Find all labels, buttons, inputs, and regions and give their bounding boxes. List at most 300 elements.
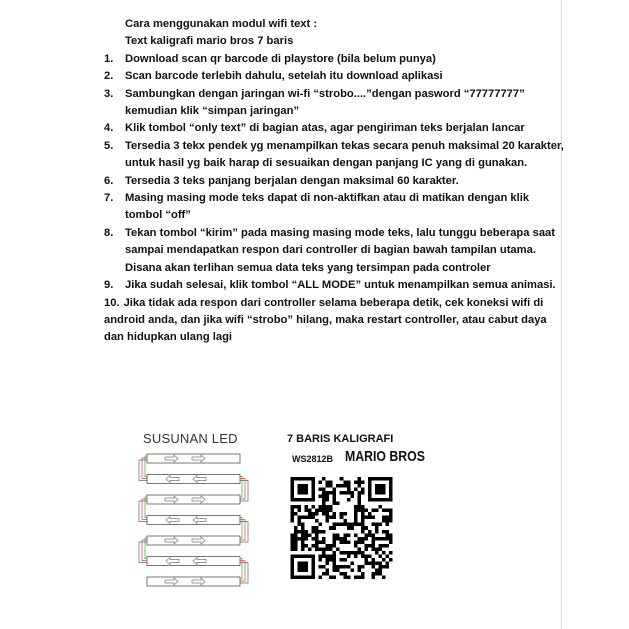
step-text: Tekan tombol “kirim” pada masing masing mode teks, lalu tunggu beberapa saat sampai mendapatkan respon dari controller di bagian bawah tampilan utama. Disana akan terlihan semua data teks yang tersimpan pada controler <box>125 226 555 274</box>
qr-module <box>333 561 337 565</box>
qr-module <box>361 540 365 544</box>
qr-module <box>361 565 365 569</box>
qr-module <box>343 537 347 541</box>
qr-module <box>343 512 347 516</box>
qr-module <box>357 509 361 513</box>
qr-module <box>319 481 323 485</box>
qr-module <box>319 530 323 534</box>
qr-module <box>291 554 316 558</box>
qr-module <box>371 540 375 544</box>
qr-module <box>364 544 368 548</box>
step-number: 1. <box>104 52 114 65</box>
qr-module <box>389 512 393 516</box>
qr-module <box>389 558 393 562</box>
qr-module <box>371 544 375 548</box>
step-number: 9. <box>104 279 114 292</box>
qr-module <box>357 484 361 488</box>
qr-module <box>291 537 295 541</box>
qr-module <box>291 512 295 516</box>
qr-module <box>322 502 326 506</box>
qr-module <box>361 575 365 579</box>
qr-module <box>329 484 333 488</box>
qr-module <box>291 519 295 523</box>
qr-module <box>354 544 358 548</box>
qr-module <box>298 509 302 513</box>
qr-module <box>319 509 323 513</box>
led-strip <box>147 577 240 586</box>
qr-module <box>361 481 365 485</box>
qr-module <box>343 551 347 555</box>
qr-module <box>329 509 333 513</box>
qr-module <box>305 544 309 548</box>
qr-module <box>312 544 316 548</box>
qr-module <box>382 575 386 579</box>
qr-module <box>340 491 344 495</box>
qr-module <box>368 561 372 565</box>
qr-module <box>343 519 347 523</box>
qr-module <box>336 547 340 551</box>
qr-module <box>343 540 347 544</box>
qr-module <box>326 512 330 516</box>
qr-module <box>375 547 379 551</box>
qr-module <box>326 516 330 520</box>
qr-module <box>375 568 379 572</box>
step-number: 5. <box>104 139 114 152</box>
qr-module <box>291 533 295 537</box>
chip-type: WS2812B <box>292 454 334 464</box>
qr-module <box>336 537 340 541</box>
qr-module <box>382 558 386 562</box>
qr-module <box>298 530 302 534</box>
qr-module <box>326 561 330 565</box>
qr-module <box>347 540 351 544</box>
product-name: MARIO BROS <box>345 448 425 465</box>
qr-module <box>371 561 375 565</box>
qr-module <box>371 575 375 579</box>
wire <box>139 542 147 563</box>
qr-module <box>375 572 379 576</box>
qr-module <box>378 505 382 509</box>
qr-module <box>364 533 368 537</box>
qr-module <box>354 481 358 485</box>
qr-module <box>336 568 340 572</box>
qr-module <box>333 516 337 520</box>
step-item <box>104 173 564 190</box>
qr-module <box>340 516 344 520</box>
step-item <box>104 51 564 68</box>
qr-module <box>378 572 382 576</box>
qr-module <box>389 477 393 502</box>
qr-module <box>329 544 333 548</box>
qr-module <box>382 551 386 555</box>
led-arrangement-diagram <box>137 450 257 595</box>
qr-module <box>378 537 382 541</box>
qr-module <box>361 512 365 516</box>
qr-module <box>361 554 365 558</box>
step-item <box>104 86 564 121</box>
qr-module <box>319 565 323 569</box>
qr-module <box>294 533 298 537</box>
step-number: 10. <box>104 296 120 309</box>
qr-module <box>371 523 375 527</box>
qr-module <box>322 477 326 481</box>
step-number: 8. <box>104 226 114 239</box>
qr-module <box>375 530 379 534</box>
qr-module <box>329 516 333 520</box>
step-item <box>104 225 564 277</box>
qr-module <box>371 516 375 520</box>
wire <box>240 479 245 500</box>
qr-module <box>354 488 358 492</box>
qr-module <box>382 537 386 541</box>
qr-module <box>347 488 351 492</box>
step-text: Sambungkan dengan jaringan wi-fi “strobo....”dengan pasword “77777777” kemudian klik “simpan jaringan” <box>125 87 525 118</box>
qr-module <box>382 516 386 520</box>
qr-module <box>357 481 361 485</box>
qr-module <box>357 523 361 527</box>
qr-module <box>364 561 368 565</box>
qr-module <box>315 537 319 541</box>
qr-module <box>319 575 323 579</box>
qr-module <box>368 477 372 502</box>
qr-module <box>308 516 312 520</box>
qr-module <box>347 526 351 530</box>
qr-module <box>343 484 347 488</box>
qr-module <box>371 537 375 541</box>
qr-module <box>347 565 351 569</box>
qr-module <box>371 533 375 537</box>
qr-module <box>322 540 326 544</box>
qr-module <box>294 526 298 530</box>
led-arrangement-title: SUSUNAN LED <box>143 431 238 446</box>
qr-module <box>378 565 382 569</box>
qr-module <box>294 505 298 509</box>
step-text: Jika tidak ada respon dari controller selama beberapa detik, cek koneksi wifi di android anda, dan jika wifi “strobo” hilang, maka restart controller, atau cabut daya dan hidupkan ulang lagi <box>104 296 547 344</box>
qr-module <box>340 572 344 576</box>
qr-module <box>361 523 365 527</box>
qr-module <box>350 495 354 499</box>
qr-module <box>357 477 361 481</box>
qr-module <box>305 505 309 509</box>
qr-module <box>336 502 340 506</box>
qr-module <box>315 512 319 516</box>
qr-module <box>389 540 393 544</box>
qr-module <box>340 484 344 488</box>
qr-module <box>354 551 358 555</box>
wire <box>240 481 248 502</box>
qr-module <box>333 575 337 579</box>
qr-module <box>322 530 326 534</box>
qr-module <box>382 509 386 513</box>
led-strip <box>147 536 240 545</box>
qr-module <box>389 533 393 537</box>
qr-module <box>333 502 337 506</box>
qr-module <box>291 505 295 509</box>
qr-module <box>322 572 326 576</box>
qr-module <box>361 519 365 523</box>
qr-module <box>347 554 351 558</box>
qr-module <box>326 481 330 485</box>
qr-module <box>294 540 298 544</box>
qr-module <box>322 512 326 516</box>
qr-module <box>305 516 309 520</box>
qr-module <box>322 498 326 502</box>
qr-module <box>336 523 340 527</box>
qr-module <box>361 505 365 509</box>
qr-module <box>347 491 351 495</box>
qr-module <box>301 540 305 544</box>
wire <box>240 520 245 541</box>
qr-module <box>315 519 319 523</box>
qr-module <box>291 516 295 520</box>
qr-module <box>340 540 344 544</box>
qr-module <box>315 544 319 548</box>
qr-module <box>368 544 372 548</box>
qr-module <box>340 537 344 541</box>
qr-module <box>364 516 368 520</box>
qr-module <box>315 530 319 534</box>
qr-module <box>312 516 316 520</box>
qr-module <box>298 537 302 541</box>
qr-module <box>336 565 340 569</box>
qr-module <box>361 572 365 576</box>
qr-module <box>343 575 347 579</box>
qr-module <box>298 561 309 572</box>
qr-module <box>364 509 368 513</box>
qr-module <box>312 526 316 530</box>
qr-module <box>389 509 393 513</box>
qr-module <box>326 491 330 495</box>
qr-module <box>312 477 316 502</box>
qr-module <box>347 484 351 488</box>
qr-module <box>319 558 323 562</box>
qr-module <box>294 512 298 516</box>
qr-module <box>347 575 351 579</box>
wire <box>139 501 147 522</box>
qr-module <box>333 488 337 492</box>
qr-module <box>308 512 312 516</box>
qr-module <box>294 530 298 534</box>
qr-module <box>357 565 361 569</box>
qr-module <box>361 537 365 541</box>
qr-module <box>354 509 358 513</box>
qr-module <box>343 491 347 495</box>
qr-module <box>301 516 305 520</box>
step-number: 3. <box>104 87 114 100</box>
qr-module <box>291 477 295 502</box>
qr-module <box>326 554 330 558</box>
qr-module <box>347 481 351 485</box>
qr-module <box>357 568 361 572</box>
qr-module <box>315 540 319 544</box>
qr-module <box>326 519 330 523</box>
qr-module <box>326 495 330 499</box>
qr-module <box>333 537 337 541</box>
qr-module <box>357 498 361 502</box>
wire <box>240 563 248 584</box>
qr-module <box>329 491 333 495</box>
qr-module <box>347 498 351 502</box>
qr-module <box>368 512 372 516</box>
qr-module <box>291 544 295 548</box>
qr-module <box>340 523 344 527</box>
qr-module <box>294 547 298 551</box>
wire <box>142 540 147 561</box>
step-text: Jika sudah selesai, klik tombol “ALL MODE” untuk menampilkan semua animasi. <box>125 279 556 292</box>
qr-module <box>371 558 375 562</box>
qr-module <box>368 530 372 534</box>
qr-module <box>357 540 361 544</box>
qr-module <box>322 491 326 495</box>
qr-module <box>319 523 323 527</box>
qr-module <box>340 551 344 555</box>
doc-subtitle: Text kaligrafi mario bros 7 baris <box>125 35 294 48</box>
qr-module <box>333 540 337 544</box>
step-number: 2. <box>104 70 114 83</box>
qr-module <box>340 477 344 481</box>
qr-code <box>290 477 393 579</box>
step-text: Masing masing mode teks dapat di non-aktifkan atau di matikan dengan klik tombol “off” <box>125 192 530 222</box>
qr-module <box>333 554 337 558</box>
qr-module <box>378 523 382 527</box>
qr-module <box>322 565 326 569</box>
qr-module <box>361 551 365 555</box>
qr-module <box>291 477 316 481</box>
qr-module <box>301 530 305 534</box>
qr-module <box>343 481 347 485</box>
qr-module <box>301 523 305 527</box>
qr-module <box>340 512 344 516</box>
step-text: Tersedia 3 tekx pendek yg menampilkan tekas secara penuh maksimal 20 karakter, untuk hasil yg baik harap di sesuaikan dengan panjang IC yang di gunakan. <box>125 139 564 170</box>
wire <box>142 458 147 479</box>
qr-module <box>305 537 309 541</box>
qr-module <box>378 568 382 572</box>
qr-module <box>364 554 368 558</box>
qr-module <box>357 547 361 551</box>
qr-module <box>333 565 337 569</box>
qr-module <box>298 519 302 523</box>
qr-module <box>357 505 361 509</box>
qr-module <box>333 551 337 555</box>
qr-module <box>315 509 319 513</box>
steps-list <box>104 51 564 347</box>
qr-module <box>368 498 393 502</box>
qr-module <box>322 505 326 509</box>
qr-module <box>389 516 393 520</box>
qr-module <box>329 547 333 551</box>
qr-module <box>294 544 298 548</box>
qr-module <box>326 484 330 488</box>
qr-module <box>361 516 365 520</box>
qr-module <box>361 509 365 513</box>
qr-module <box>343 523 347 527</box>
qr-module <box>333 558 337 562</box>
qr-module <box>371 547 375 551</box>
step-number: 4. <box>104 122 114 135</box>
doc-title: Cara menggunakan modul wifi text : <box>125 18 318 30</box>
step-text: Download scan qr barcode di playstore (bila belum punya) <box>125 52 436 65</box>
qr-module <box>340 558 344 562</box>
qr-module <box>389 537 393 541</box>
qr-module <box>336 484 340 488</box>
qr-module <box>368 554 372 558</box>
qr-module <box>333 495 337 499</box>
qr-module <box>343 558 347 562</box>
qr-module <box>385 533 389 537</box>
qr-module <box>361 530 365 534</box>
qr-module <box>385 544 389 548</box>
qr-module <box>312 530 316 534</box>
wire <box>240 522 248 543</box>
qr-module <box>326 547 330 551</box>
qr-module <box>343 533 347 537</box>
qr-module <box>329 481 333 485</box>
qr-module <box>364 537 368 541</box>
qr-module <box>361 488 365 492</box>
qr-module <box>319 488 323 492</box>
qr-module <box>329 558 333 562</box>
qr-module <box>333 512 337 516</box>
qr-module <box>319 540 323 544</box>
qr-module <box>385 523 389 527</box>
qr-module <box>326 568 330 572</box>
qr-module <box>385 509 389 513</box>
qr-module <box>375 537 379 541</box>
qr-module <box>329 505 333 509</box>
step-text: Scan barcode terlebih dahulu, setelah itu download aplikasi <box>125 70 443 83</box>
instructions <box>104 16 564 347</box>
qr-module <box>298 484 309 495</box>
qr-module <box>385 554 389 558</box>
qr-module <box>378 561 382 565</box>
qr-module <box>301 537 305 541</box>
qr-module <box>294 537 298 541</box>
qr-module <box>326 505 330 509</box>
qr-module <box>350 526 354 530</box>
qr-module <box>326 572 330 576</box>
step-text: Tersedia 3 teks panjang berjalan dengan maksimal 60 karakter. <box>125 174 459 187</box>
qr-module <box>340 565 344 569</box>
qr-module <box>368 533 372 537</box>
qr-module <box>301 526 305 530</box>
qr-module <box>354 554 358 558</box>
qr-module <box>333 533 337 537</box>
qr-module <box>385 530 389 534</box>
qr-module <box>350 551 354 555</box>
step-text: Klik tombol “only text” di bagian atas, agar pengiriman teks berjalan lancar <box>125 122 525 135</box>
step-item <box>104 138 564 173</box>
qr-module <box>291 509 295 513</box>
qr-module <box>350 568 354 572</box>
qr-module <box>333 526 337 530</box>
qr-module <box>368 477 393 481</box>
qr-module <box>350 523 354 527</box>
qr-module <box>375 509 379 513</box>
qr-module <box>343 572 347 576</box>
qr-module <box>371 565 375 569</box>
wire <box>142 499 147 520</box>
qr-module <box>375 561 379 565</box>
qr-module <box>319 505 323 509</box>
qr-module <box>350 561 354 565</box>
qr-module <box>322 551 326 555</box>
qr-module <box>368 516 372 520</box>
qr-module <box>375 484 386 495</box>
qr-module <box>354 505 358 509</box>
step-item <box>104 120 564 137</box>
qr-module <box>333 544 337 548</box>
qr-module <box>333 498 337 502</box>
